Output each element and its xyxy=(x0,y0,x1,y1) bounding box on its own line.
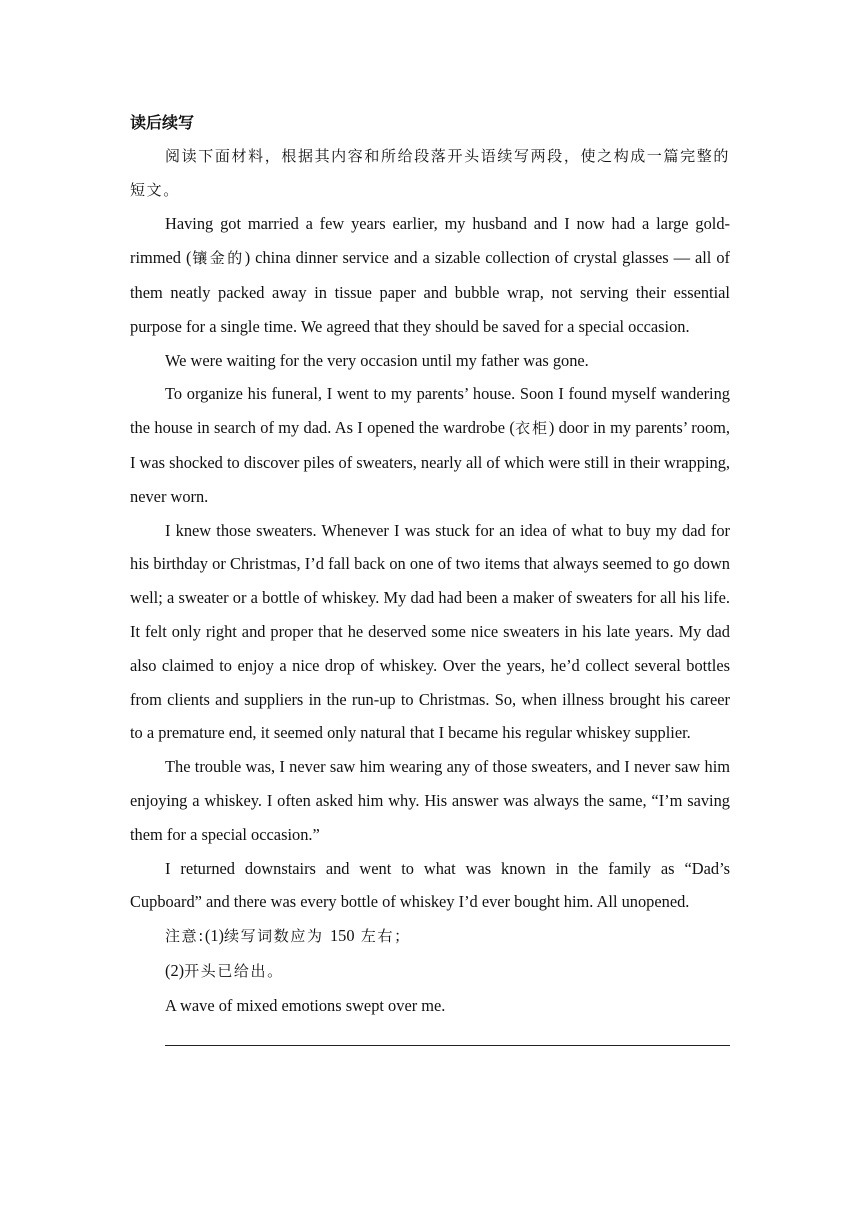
note-1-word-count: 150 xyxy=(329,926,355,946)
document-page xyxy=(130,106,730,1046)
story-paragraph-6: I returned downstairs and went to what was known in the family as “Dad’s Cupboard” and there was every bottle of whiskey I’d ever bought him. All unopened. xyxy=(130,858,730,912)
story-paragraph-2: We were waiting for the very occasion until my father was gone. xyxy=(165,350,589,370)
note-prefix: 注意: xyxy=(165,927,205,946)
gloss-gold-rimmed: 镶金的 xyxy=(191,249,245,268)
answer-writing-line[interactable] xyxy=(165,1029,730,1046)
gloss-wardrobe: 衣柜 xyxy=(514,419,549,438)
note-2 xyxy=(130,954,730,989)
note-2-number: (2) xyxy=(165,960,185,980)
story-paragraph-4: I knew those sweaters. Whenever I was stuck for an idea of what to buy my dad for his birthday or Christmas, I’d fall back on one of two items that always seemed to go down well; a sweater or a bottle of whiskey. My dad had been a maker of sweaters for all his life. It felt only right and proper that he deserved some nice sweaters in his late years. My dad also claimed to enjoy a nice drop of whiskey. Over the years, he’d collect several bottles from clients and suppliers in the run-up to Christmas. So, when illness brought his career to a premature end, it seemed only natural that I became his regular whiskey supplier. xyxy=(130,520,730,743)
story-paragraph-3-part-a: To organize his funeral, I went to my parents’ house. Soon I found myself wandering the house in search of my dad. As I opened the wardrobe ( xyxy=(130,384,730,438)
note-1 xyxy=(130,919,730,954)
note-2-text: 开头已给出。 xyxy=(184,961,284,980)
section-title: 读后续写 xyxy=(130,113,195,132)
instruction-text: 阅读下面材料，根据其内容和所给段落开头语续写两段，使之构成一篇完整的短文。 xyxy=(130,146,730,199)
note-1-number: (1) xyxy=(204,926,224,946)
story-paragraph-1-part-b: ) china dinner service and a sizable collection of crystal glasses — all of them neatly packed away in tissue paper and bubble wrap, not serving their essential purpose for a single time. We agreed that they should be saved for a special occasion. xyxy=(130,248,730,336)
note-1-text-a: 续写词数应为 xyxy=(223,927,330,946)
story-paragraph-1 xyxy=(130,207,730,343)
story-paragraph-1-part-a: Having got married a few years earlier, my husband and I now had a large gold-rimmed ( xyxy=(130,214,730,268)
story-paragraph-3 xyxy=(130,377,730,513)
story-paragraph-5: The trouble was, I never saw him wearing any of those sweaters, and I never saw him enjoying a whiskey. I often asked him why. His answer was always the same, “I’m saving them for a special occasion.” xyxy=(130,757,730,844)
story-paragraph-3-part-b: ) door in my parents’ room, I was shocked to discover piles of sweaters, nearly all of which were still in their wrapping, never worn. xyxy=(130,418,731,506)
note-1-text-b: 左右； xyxy=(354,927,411,946)
opening-sentence: A wave of mixed emotions swept over me. xyxy=(165,995,446,1015)
